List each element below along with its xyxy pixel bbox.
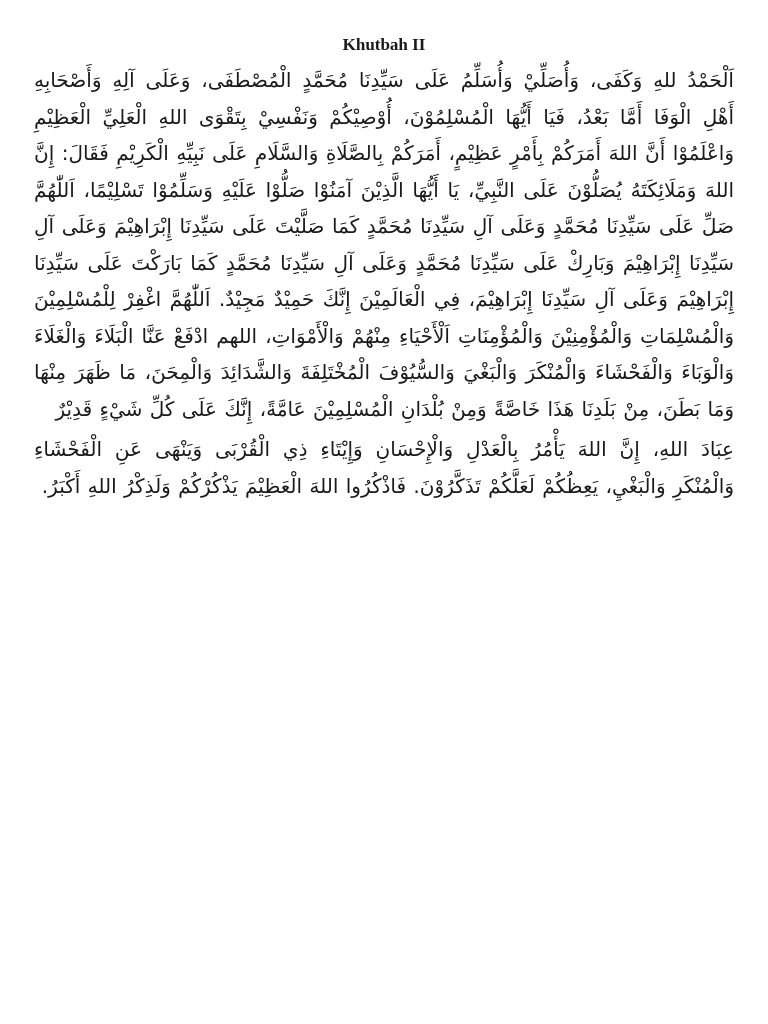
khutbah-paragraph-2: عِبَادَ اللهِ، إِنَّ اللهَ يَأْمُرُ بِالْعَدْلِ وَالْإِحْسَانِ وَإِيْتَاءِ ذِي الْقُرْبَى وَيَنْهَى عَنِ الْفَحْشَاءِ وَالْمُنْكَرِ وَالْبَغْيِ، يَعِظُكُمْ لَعَلَّكُمْ تَذَكَّرُوْنَ. فَاذْكُرُوا اللهَ الْعَظِيْمَ يَذْكُرْكُمْ وَلَذِكْرُ اللهِ أَكْبَرُ. bbox=[34, 437, 734, 498]
document-title: Khutbah II bbox=[342, 35, 426, 54]
khutbah-paragraph-1: اَلْحَمْدُ للهِ وَكَفَى، وَأُصَلِّيْ وَأُسَلِّمُ عَلَى سَيِّدِنَا مُحَمَّدٍ الْمُصْطَفَى، وَعَلَى آلِهِ وَأَصْحَابِهِ أَهْلِ الْوَفَا أَمَّا بَعْدُ، فَيَا أَيُّهَا الْمُسْلِمُوْنَ، أُوْصِيْكُمْ وَنَفْسِيْ بِتَقْوَى اللهِ الْعَلِيِّ الْعَظِيْمِ وَاعْلَمُوْا أَنَّ اللهَ أَمَرَكُمْ بِأَمْرٍ عَظِيْمٍ، أَمَرَكُمْ بِالصَّلَاةِ وَالسَّلَامِ عَلَى نَبِيِّهِ الْكَرِيْمِ فَقَالَ: إِنَّ اللهَ وَمَلَائِكَتَهُ يُصَلُّوْنَ عَلَى النَّبِيِّ، يَا أَيُّهَا الَّذِيْنَ آمَنُوْا صَلُّوْا عَلَيْهِ وَسَلِّمُوْا تَسْلِيْمًا، اَللّٰهُمَّ صَلِّ عَلَى سَيِّدِنَا مُحَمَّدٍ وَعَلَى آلِ سَيِّدِنَا مُحَمَّدٍ كَمَا صَلَّيْتَ عَلَى سَيِّدِنَا إِبْرَاهِيْمَ وَعَلَى آلِ سَيِّدِنَا إِبْرَاهِيْمَ وَبَارِكْ عَلَى سَيِّدِنَا مُحَمَّدٍ وَعَلَى آلِ سَيِّدِنَا مُحَمَّدٍ كَمَا بَارَكْتَ عَلَى سَيِّدِنَا إِبْرَاهِيْمَ وَعَلَى آلِ سَيِّدِنَا إِبْرَاهِيْمَ، فِي الْعَالَمِيْنَ إِنَّكَ حَمِيْدٌ مَجِيْدٌ. اَللّٰهُمَّ اغْفِرْ لِلْمُسْلِمِيْنَ وَالْمُسْلِمَاتِ وَالْمُؤْمِنِيْنَ وَالْمُؤْمِنَاتِ اَلْأَحْيَاءِ مِنْهُمْ وَالْأَمْوَاتِ، اللهم ادْفَعْ عَنَّا الْبَلَاءَ وَالْغَلَاءَ وَالْوَبَاءَ وَالْفَحْشَاءَ وَالْمُنْكَرَ وَالْبَغْيَ وَالسُّيُوْفَ الْمُخْتَلِفَةَ وَالشَّدَائِدَ وَالْمِحَنَ، مَا ظَهَرَ مِنْهَا وَمَا بَطَنَ، مِنْ بَلَدِنَا هَذَا خَاصَّةً وَمِنْ بُلْدَانِ الْمُسْلِمِيْنَ عَامَّةً، إِنَّكَ عَلَى كُلِّ شَيْءٍ قَدِيْرٌ bbox=[34, 68, 734, 421]
document-page bbox=[34, 34, 734, 504]
